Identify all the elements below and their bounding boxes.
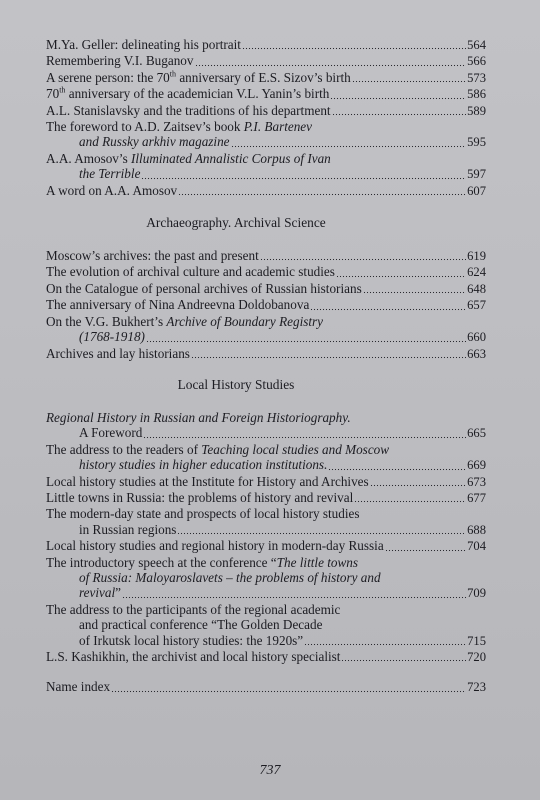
- entry-title: [46, 442, 389, 457]
- toc-entry: [46, 183, 486, 199]
- entry-title: The anniversary of Nina Andreevna Doldobanova: [46, 297, 310, 313]
- leader-dots: [341, 659, 466, 662]
- entry-title: The address to the participants of the regional academic: [46, 601, 341, 617]
- toc-entry: [46, 86, 486, 102]
- entry-title-italic: Teaching local studies and Moscow: [201, 441, 390, 457]
- closing-quote: ”: [115, 585, 121, 601]
- entry-title-part: On the V.G. Bukhert’s: [46, 313, 167, 329]
- page-ref: 669: [467, 458, 486, 473]
- page-ref: 709: [467, 586, 486, 601]
- page-ref: 660: [467, 330, 486, 345]
- entry-title-continued: [79, 585, 121, 600]
- entry-title: [46, 151, 331, 166]
- toc-entry: [46, 248, 486, 264]
- leader-dots: [332, 113, 467, 116]
- leader-dots: [242, 47, 466, 50]
- entry-title-part: 70: [46, 86, 60, 102]
- page-ref: 723: [467, 680, 486, 695]
- toc-entry: [46, 281, 486, 297]
- page-ref: 704: [467, 539, 486, 554]
- page-ref: 619: [467, 249, 486, 264]
- leader-dots: [336, 275, 466, 278]
- entry-title: On the Catalogue of personal archives of Russian historians: [46, 280, 362, 296]
- table-of-contents: [46, 37, 486, 696]
- toc-entry: [46, 37, 486, 53]
- entry-title-italic: Illuminated Annalistic Corpus of Ivan: [131, 150, 331, 166]
- toc-entry: [46, 538, 486, 554]
- entry-title: A.L. Stanislavsky and the traditions of his department: [46, 102, 331, 118]
- entry-title-continued: history studies in higher education institutions.: [79, 457, 328, 473]
- entry-title: Archives and lay historians: [46, 345, 190, 361]
- page-ref: 566: [467, 54, 486, 69]
- entry-title: A word on A.A. Amosov: [46, 182, 178, 198]
- entry-title-part: The address to the readers of: [46, 441, 202, 457]
- toc-entry: [46, 649, 486, 665]
- page-ref: 663: [467, 346, 486, 361]
- entry-title: Remembering V.I. Buganov: [46, 53, 194, 69]
- page-number: 737: [259, 763, 281, 778]
- page-ref: 720: [467, 650, 486, 664]
- entry-title-continued: and practical conference “The Golden Decade: [79, 617, 323, 633]
- page-ref: 657: [467, 298, 486, 313]
- leader-dots: [111, 690, 466, 693]
- page-ref: 673: [467, 474, 486, 489]
- toc-entry: [46, 506, 486, 538]
- leader-dots: [122, 596, 466, 599]
- entry-title: [46, 70, 351, 85]
- toc-entry: [46, 442, 486, 474]
- page-ref: 607: [467, 183, 486, 198]
- leader-dots: [195, 64, 467, 67]
- page-ref: 624: [467, 265, 486, 280]
- leader-dots: [260, 258, 466, 261]
- section-heading-archival: Archaeography. Archival Science: [146, 215, 326, 231]
- entry-title: Regional History in Russian and Foreign Historiography.: [46, 409, 351, 425]
- toc-entry: [46, 314, 486, 346]
- page-ref: 665: [467, 426, 486, 441]
- toc-entry: [46, 602, 486, 649]
- entry-title: [46, 119, 312, 134]
- page-ref: 595: [467, 135, 486, 150]
- leader-dots: [178, 193, 466, 196]
- toc-entry: [46, 151, 486, 183]
- leader-dots: [231, 145, 467, 148]
- entry-title-continued: of Irkutsk local history studies: the 1920s”: [79, 632, 304, 648]
- entry-title: Name index: [46, 679, 111, 695]
- entry-title-continued: of Russia: Maloyaroslavets – the problems of history and: [79, 569, 381, 585]
- entry-title: Local history studies and regional history in modern-day Russia: [46, 538, 384, 554]
- page-ref: 688: [467, 522, 486, 537]
- leader-dots: [330, 97, 466, 100]
- entry-title: Little towns in Russia: the problems of history and revival: [46, 489, 354, 505]
- page-ref: 715: [467, 633, 486, 648]
- leader-dots: [354, 500, 466, 503]
- toc-entry: [46, 410, 486, 442]
- ordinal-suffix: th: [169, 69, 177, 79]
- entry-title-italic: The little towns: [276, 554, 358, 570]
- entry-title-italic: Archive of Boundary Registry: [166, 313, 324, 329]
- toc-entry: [46, 70, 486, 86]
- entry-title-part: The introductory speech at the conference “: [46, 554, 277, 570]
- entry-title: Moscow’s archives: the past and present: [46, 248, 259, 264]
- toc-entry: [46, 264, 486, 280]
- toc-entry: [46, 474, 486, 490]
- page-ref: 677: [467, 490, 486, 505]
- page-ref: 597: [467, 167, 486, 182]
- entry-title-continued: and Russky arkhiv magazine: [79, 134, 230, 150]
- entry-title-continued: the Terrible: [79, 166, 141, 182]
- entry-title-continued: A Foreword: [79, 425, 143, 441]
- entry-title-part: A.A. Amosov’s: [46, 150, 131, 166]
- toc-entry: [46, 103, 486, 119]
- entry-title-part: anniversary of the academician V.L. Yanin’s birth: [65, 86, 330, 102]
- page-ref: 648: [467, 281, 486, 296]
- section-heading-local: Local History Studies: [177, 376, 295, 392]
- page-ref: 586: [467, 87, 486, 102]
- leader-dots: [385, 549, 466, 552]
- leader-dots: [352, 80, 466, 83]
- leader-dots: [363, 291, 466, 294]
- entry-title: Local history studies at the Institute for History and Archives: [46, 473, 369, 489]
- page-ref: 589: [467, 103, 486, 118]
- leader-dots: [141, 177, 466, 180]
- entry-title-continued: (1768-1918): [79, 329, 145, 345]
- ordinal-suffix: th: [59, 85, 66, 95]
- page-ref: 564: [467, 38, 486, 52]
- toc-entry: [46, 555, 486, 602]
- leader-dots: [143, 436, 466, 439]
- toc-entry: [46, 679, 486, 695]
- toc-entry: [46, 297, 486, 313]
- toc-entry: [46, 53, 486, 69]
- entry-title: The evolution of archival culture and academic studies: [46, 264, 335, 280]
- leader-dots: [328, 468, 466, 471]
- entry-title-part: anniversary of E.S. Sizov’s birth: [176, 69, 351, 85]
- entry-title-continued: in Russian regions: [79, 521, 177, 537]
- toc-entry: [46, 346, 486, 362]
- leader-dots: [370, 484, 466, 487]
- entry-title-italic: P.I. Bartenev: [243, 119, 313, 135]
- entry-title-italic: revival: [79, 585, 116, 601]
- entry-title: L.S. Kashikhin, the archivist and local history specialist: [46, 649, 341, 664]
- leader-dots: [310, 308, 466, 311]
- entry-title: M.Ya. Geller: delineating his portrait: [46, 37, 241, 52]
- leader-dots: [304, 643, 466, 646]
- entry-title: [46, 555, 358, 570]
- entry-title-part: A serene person: the 70: [46, 69, 170, 85]
- entry-title: [46, 314, 323, 329]
- leader-dots: [177, 532, 466, 535]
- entry-title: The modern-day state and prospects of local history studies: [46, 506, 360, 522]
- toc-entry: [46, 490, 486, 506]
- toc-entry: [46, 119, 486, 151]
- leader-dots: [146, 340, 466, 343]
- leader-dots: [191, 356, 466, 359]
- entry-title-part: The foreword to A.D. Zaitsev’s book: [46, 119, 244, 135]
- entry-title: [46, 86, 329, 101]
- page-ref: 573: [467, 70, 486, 85]
